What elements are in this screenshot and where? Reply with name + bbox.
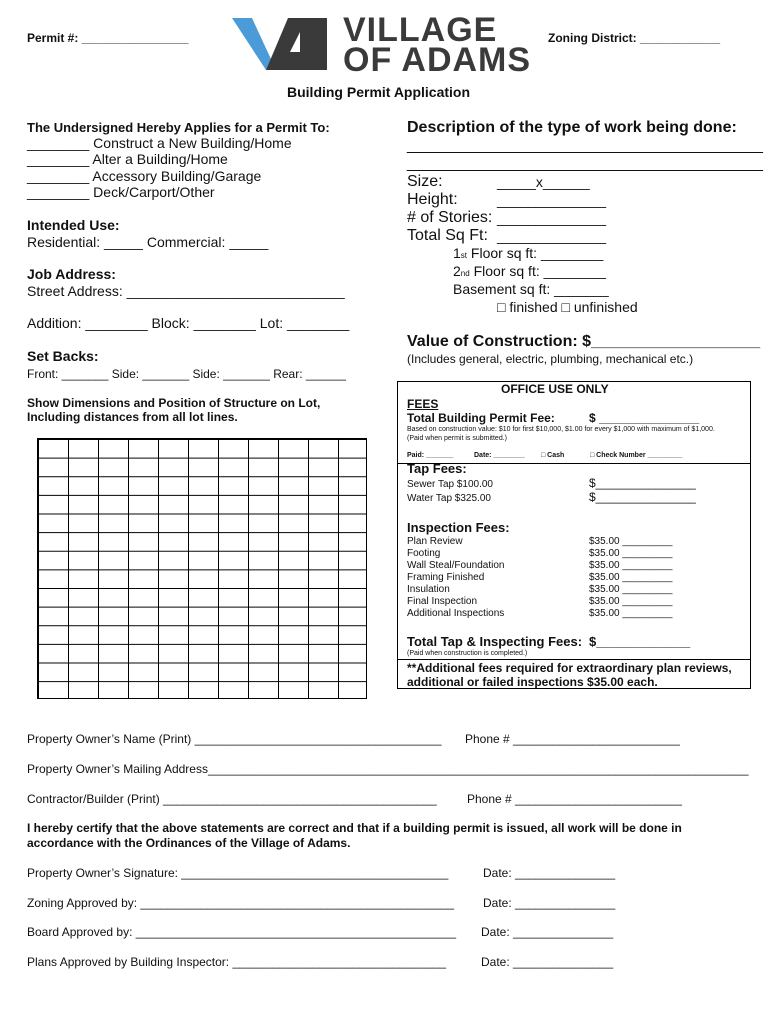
zoning-district-field[interactable]: Zoning District: ____________: [548, 31, 721, 45]
logo-icon: [232, 14, 327, 74]
inspection-fees-heading: Inspection Fees:: [407, 520, 510, 535]
description-line-1[interactable]: ________________________________________: [407, 137, 763, 154]
fee-note-2: (Paid when permit is submitted.): [407, 435, 507, 442]
applies-option-deck[interactable]: ________ Deck/Carport/Other: [27, 184, 215, 200]
second-floor-number: 2: [453, 263, 461, 279]
total-tap-inspecting-label: Total Tap & Inspecting Fees:: [407, 634, 583, 649]
contractor-field[interactable]: Contractor/Builder (Print) _________________________________________: [27, 792, 437, 806]
job-address-heading: Job Address:: [27, 266, 116, 282]
inspection-plan-review-label: Plan Review: [407, 536, 463, 547]
street-address-field[interactable]: Street Address: ____________________________: [27, 283, 345, 299]
village-logo-mark: [232, 14, 327, 74]
total-sqft-label: Total Sq Ft:: [407, 227, 488, 244]
value-of-construction-label: Value of Construction: $___________________: [407, 333, 761, 350]
dimensions-instruction-line2: Including distances from all lot lines.: [27, 410, 238, 424]
stories-field[interactable]: ______________: [497, 210, 607, 226]
value-note: (Includes general, electric, plumbing, mechanical etc.): [407, 352, 694, 366]
applies-option-alter[interactable]: ________ Alter a Building/Home: [27, 151, 228, 167]
inspection-additional-field[interactable]: $35.00 _________: [589, 608, 673, 619]
additional-divider: [398, 659, 750, 660]
tap-fees-heading: Tap Fees:: [407, 461, 467, 476]
dimensions-instruction-line1: Show Dimensions and Position of Structure on Lot,: [27, 396, 321, 410]
intended-use-heading: Intended Use:: [27, 217, 120, 233]
inspection-foundation-field[interactable]: $35.00 _________: [589, 560, 673, 571]
inspection-final-label: Final Inspection: [407, 596, 478, 607]
second-floor-sqft-field[interactable]: [453, 263, 606, 279]
inspection-insulation-field[interactable]: $35.00 _________: [589, 584, 673, 595]
water-tap-label: Water Tap $325.00: [407, 493, 491, 504]
mailing-address-field[interactable]: Property Owner’s Mailing Address_________________________________________________________________________________: [27, 762, 749, 776]
description-heading: Description of the type of work being done:: [407, 119, 737, 136]
stories-label: # of Stories:: [407, 209, 493, 226]
first-floor-sqft-field[interactable]: [453, 245, 603, 261]
total-building-fee-field[interactable]: $ _______________: [589, 411, 700, 425]
value-of-construction-field[interactable]: [407, 333, 760, 351]
applies-option-accessory[interactable]: ________ Accessory Building/Garage: [27, 168, 262, 184]
second-floor-suffix: nd: [460, 269, 470, 278]
height-label: Height:: [407, 191, 458, 208]
total-building-fee-label: Total Building Permit Fee:: [407, 411, 555, 425]
lot-drawing-grid[interactable]: [37, 438, 367, 699]
date-paid-field[interactable]: Date: ________: [474, 452, 525, 459]
total-tap-note: (Paid when construction is completed.): [407, 650, 528, 657]
first-floor-label: Floor sq ft: ________: [467, 245, 604, 261]
finished-checkboxes[interactable]: □ finished □ unfinished: [497, 299, 638, 315]
inspection-plan-review-field[interactable]: $35.00 _________: [589, 536, 673, 547]
owner-signature-date-field[interactable]: Date: _______________: [483, 866, 616, 880]
check-number-field[interactable]: □ Check Number _________: [590, 452, 683, 459]
fees-heading: FEES: [407, 397, 439, 411]
total-sqft-field[interactable]: ______________: [497, 228, 607, 244]
paid-field[interactable]: Paid: _______: [407, 452, 454, 459]
total-tap-inspecting-field[interactable]: $_____________: [589, 634, 691, 649]
setbacks-heading: Set Backs:: [27, 348, 99, 364]
size-field[interactable]: _____x______: [497, 174, 590, 190]
water-tap-field[interactable]: $_______________: [589, 490, 696, 504]
setbacks-field[interactable]: Front: _______ Side: _______ Side: _______ Rear: ______: [27, 367, 346, 381]
certification-line2: accordance with the Ordinances of the Village of Adams.: [27, 836, 351, 850]
description-line-2[interactable]: ________________________________________: [407, 155, 763, 172]
additional-fees-line2: additional or failed inspections $35.00 each.: [407, 675, 658, 689]
sewer-tap-label: Sewer Tap $100.00: [407, 479, 493, 490]
inspection-insulation-label: Insulation: [407, 584, 450, 595]
inspection-framing-label: Framing Finished: [407, 572, 485, 583]
page-title: Building Permit Application: [287, 84, 471, 100]
first-floor-suffix: st: [460, 251, 468, 260]
logo-text-of-adams: OF ADAMS: [343, 41, 532, 79]
inspection-footing-field[interactable]: $35.00 _________: [589, 548, 673, 559]
permit-number-field[interactable]: Permit #: ________________: [27, 31, 189, 45]
applies-heading: The Undersigned Hereby Applies for a Permit To:: [27, 120, 330, 135]
inspector-approved-field[interactable]: Plans Approved by Building Inspector: ________________________________: [27, 955, 447, 969]
addition-block-lot-field[interactable]: Addition: ________ Block: ________ Lot: ________: [27, 315, 350, 331]
inspection-additional-label: Additional Inspections: [407, 608, 505, 619]
inspection-framing-field[interactable]: $35.00 _________: [589, 572, 673, 583]
applies-option-construct[interactable]: ________ Construct a New Building/Home: [27, 135, 292, 151]
zoning-approved-field[interactable]: Zoning Approved by: _______________________________________________: [27, 896, 455, 910]
cash-checkbox[interactable]: □ Cash: [541, 452, 565, 459]
size-label: Size:: [407, 173, 443, 190]
sewer-tap-field[interactable]: $_______________: [589, 476, 696, 490]
zoning-approved-date-field[interactable]: Date: _______________: [483, 896, 616, 910]
owner-signature-field[interactable]: Property Owner’s Signature: ________________________________________: [27, 866, 449, 880]
basement-sqft-field[interactable]: Basement sq ft: _______: [453, 281, 609, 297]
intended-use-field[interactable]: Residential: _____ Commercial: _____: [27, 234, 269, 250]
office-use-title: OFFICE USE ONLY: [501, 382, 609, 396]
inspection-foundation-label: Wall Steal/Foundation: [407, 560, 505, 571]
owner-name-field[interactable]: Property Owner’s Name (Print) _____________________________________: [27, 732, 442, 746]
inspector-approved-date-field[interactable]: Date: _______________: [481, 955, 614, 969]
fee-note-1: Based on construction value: $10 for first $10,000, $1.00 for every $1,000 with maximum of $1,000.: [407, 426, 715, 433]
inspection-final-field[interactable]: $35.00 _________: [589, 596, 673, 607]
second-floor-label: Floor sq ft: ________: [469, 263, 606, 279]
logo-text-village: VILLAGE: [343, 11, 498, 49]
contractor-phone-field[interactable]: Phone # _________________________: [467, 792, 682, 806]
board-approved-date-field[interactable]: Date: _______________: [481, 925, 614, 939]
additional-fees-line1: **Additional fees required for extraordinary plan reviews,: [407, 661, 732, 675]
board-approved-field[interactable]: Board Approved by: ________________________________________________: [27, 925, 457, 939]
certification-line1: I hereby certify that the above statements are correct and that if a building permit is issued, all work will be done in: [27, 821, 682, 835]
height-field[interactable]: ______________: [497, 192, 607, 208]
owner-phone-field[interactable]: Phone # _________________________: [465, 732, 680, 746]
inspection-footing-label: Footing: [407, 548, 441, 559]
first-floor-number: 1: [453, 245, 461, 261]
